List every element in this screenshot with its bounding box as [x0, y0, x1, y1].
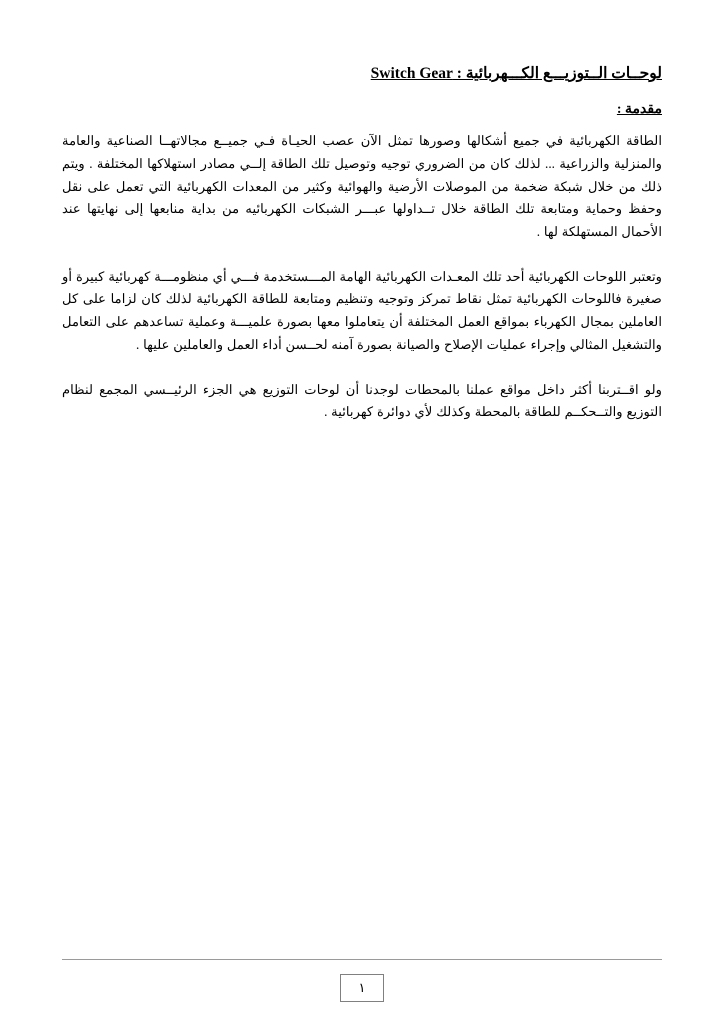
section-heading-introduction: مقدمة : [616, 102, 662, 118]
paragraph-1: الطاقة الكهربائية في جميع أشكالها وصورها تمثل الآن عصب الحيـاة فـي جميــع مجالاتهــا الصناعية والعامة والمنزلية والزراعية ... لذلك كان من الضروري توجيه وتوصيل تلك الطاقة إلــي مصادر استهلاكها المختلفة . ويتم ذلك من خلال شبكة ضخمة من الموصلات الأرضية والهوائية وكثير من المعدات الكهربائية التي تعمل على نقل وحفظ وحماية ومتابعة تلك الطاقة خلال تــداولها عبـــر الشبكات الكهربائيه من بداية منابعها إلى نهايتها عند الأحمال المستهلكة لها . [62, 133, 662, 240]
page-number: ١ [340, 974, 384, 1002]
page-footer [0, 959, 724, 1002]
paragraph-3: ولو اقــتربنا أكثر داخل مواقع عملنا بالمحطات لوجدنا أن لوحات التوزيع هي الجزء الرئيــسي المجمع لنظام التوزيع والتــحكــم للطاقة بالمحطة وكذلك لأي دوائرة كهربائية . [62, 381, 662, 420]
paragraph-2: وتعتبر اللوحات الكهربائية أحد تلك المعـدات الكهربائية الهامة المـــستخدمة فـــي أي منظومـــة كهربائية كبيرة أو صغيرة فاللوحات الكهربائية تمثل نقاط تمركز وتوجيه وتنظيم ومتابعة للطاقة الكهربائية لذلك كان لزاما على كل العاملين بمجال الكهرباء بمواقع العمل المختلفة أن يتعاملوا معها بصورة علميـــة وعملية تساعدهم على التعامل والتشغيل المثالي وإجراء عمليات الإصلاح والصيانة بصورة آمنه لحــسن أداء العمل والعاملين عليها . [62, 268, 662, 352]
footer-divider [62, 959, 662, 960]
page-title: لوحــات الــتوزيـــع الكـــهربائية : Switch Gear [370, 65, 662, 82]
